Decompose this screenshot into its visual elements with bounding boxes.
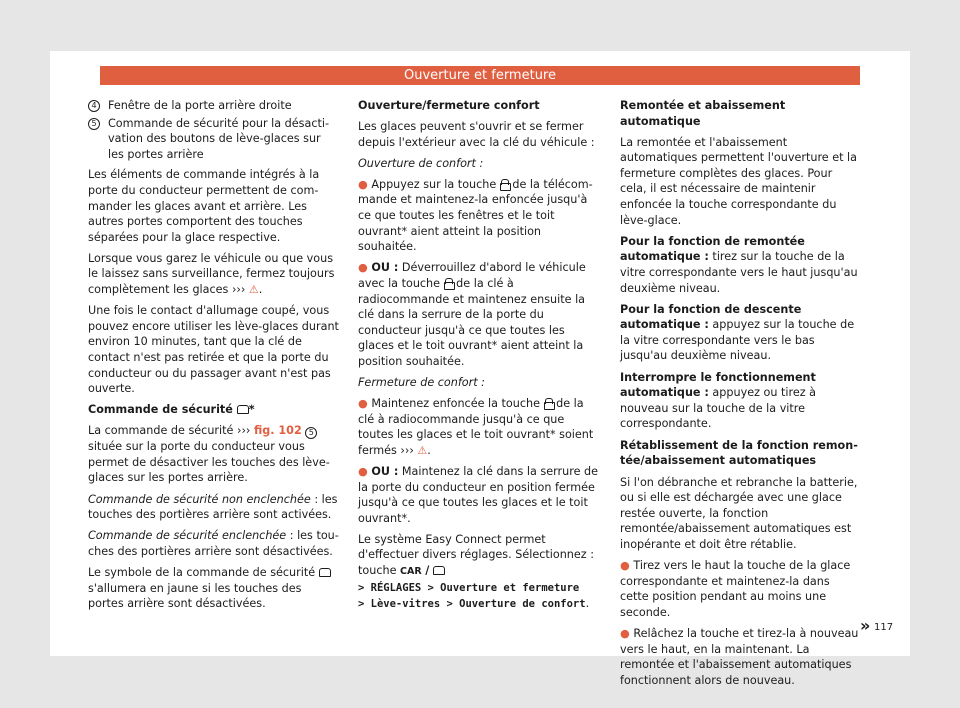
bullet-item: ● Appuyez sur la touche de la télécommande et maintenez-la enfoncée jusqu'à ce que toutes les fenêtres et le toit ouvrant* aient atteint la position souhaitée.: [358, 177, 593, 254]
legend-text: Commande de sécurité pour la désactivation des boutons de lève-glaces sur les portes arrière: [108, 116, 330, 161]
bullet-icon: ●: [620, 626, 630, 640]
paragraph: La commande de sécurité ››› fig. 102 5 située sur la porte du conducteur vous permet de désactiver les touches des lève-glaces sur les portes arrière.: [88, 424, 330, 485]
unlock-icon: [500, 179, 509, 189]
bullet-item: ● Relâchez la touche et tirez-la à nouveau vers le haut, en la maintenant. La remontée et l'abaissement automatiques fonctionnent alors de nouveau.: [620, 626, 859, 687]
subheading-open: Ouverture de confort :: [358, 156, 484, 170]
heading-comfort: Ouverture/fermeture confort: [358, 99, 540, 112]
heading-auto: Remontée et abaissement automatique: [620, 99, 786, 128]
legend-text: Fenêtre de la porte arrière droite: [108, 99, 292, 112]
figure-link[interactable]: fig. 102: [253, 424, 302, 438]
reference-link[interactable]: ›››: [400, 443, 414, 457]
child-lock-icon: [237, 405, 249, 414]
reference-link[interactable]: ›››: [231, 283, 246, 297]
paragraph: Commande de sécurité enclenchée : les touches des portières arrière sont désactivées.: [88, 529, 339, 558]
warning-icon: ⚠: [248, 283, 259, 297]
bullet-icon: ●: [620, 559, 630, 573]
continue-marker: »: [860, 616, 871, 635]
paragraph: Interrompre le fonctionnement automatique : appuyez ou tirez à nouveau sur la touche de la vitre correspondante.: [620, 370, 817, 431]
car-icon: [433, 566, 445, 575]
column-middle: [358, 98, 602, 618]
child-lock-icon: [319, 568, 331, 577]
callout-number: 5: [88, 118, 100, 130]
bullet-item: ● Tirez vers le haut la touche de la glace correspondante et maintenez-la dans cette position pendant au moins une seconde.: [620, 559, 851, 619]
bullet-item: ● Maintenez enfoncée la touche de la clé à radiocommande jusqu'à ce que toutes les glaces et le toit ouvrant* soient fermés ››› ⚠.: [358, 397, 594, 457]
paragraph: Le symbole de la commande de sécurité s'allumera en jaune si les touches des portes arrière sont désactivées.: [88, 565, 340, 612]
paragraph: Si l'on débranche et rebranche la batterie, ou si elle est déchargée avec une glace restée ouverte, la fonction remontée/abaissement automatiques est inopérante et doit être rétablie.: [620, 475, 858, 551]
subheading-close: Fermeture de confort :: [358, 376, 485, 389]
paragraph: Pour la fonction de descente automatique : appuyez sur la touche de la vitre correspondante vers le bas jusqu'au deuxième niveau.: [620, 302, 855, 363]
bullet-icon: ●: [358, 177, 368, 191]
callout-number: 5: [305, 427, 317, 439]
warning-icon: ⚠: [417, 443, 428, 457]
section-header: Ouverture et fermeture: [100, 66, 860, 85]
bullet-icon: ●: [358, 261, 368, 275]
legend-entry-5: [88, 116, 340, 163]
menu-path: > RÉGLAGES > Ouverture et fermeture: [358, 581, 580, 594]
column-left: [88, 98, 340, 617]
paragraph: Commande de sécurité non enclenchée : les touches des portières arrière sont activées.: [88, 492, 338, 522]
paragraph: La remontée et l'abaissement automatiques permettent l'ouverture et la fermeture complètes des glaces. Pour cela, il est nécessaire de maintenir enfoncée la touche correspondante du lève-glace.: [620, 135, 858, 227]
paragraph: Une fois le contact d'allumage coupé, vous pouvez encore utiliser les lève-glaces durant environ 10 minutes, tant que la clé de contact n'est pas retirée et que la porte du conducteur ou du passager avant n'est pas ouverte.: [88, 304, 339, 396]
heading-security: Commande de sécurité *: [88, 403, 255, 417]
bullet-item: ● OU : Maintenez la clé dans la serrure de la porte du conducteur en position fermée jusqu'à ce que toutes les glaces et le toit ouvrant*.: [358, 464, 598, 525]
car-button-label: CAR: [400, 566, 422, 578]
paragraph: Pour la fonction de remontée automatique : tirez sur la touche de la vitre correspondante vers le haut jusqu'au deuxième niveau.: [620, 234, 858, 295]
page-number: 117: [874, 622, 894, 633]
paragraph: Les éléments de commande intégrés à la porte du conducteur permettent de commander les glaces avant et arrière. Les autres portes comportent des touches séparées pour la glace respective.: [88, 168, 320, 244]
bullet-item: ● OU : Déverrouillez d'abord le véhicule avec la touche de la clé à radiocommande et maintenez ensuite la clé dans la serrure de la porte du conducteur jusqu'à ce que toutes les glaces et le toit ouvrant* aient atteint la position souhaitée.: [358, 261, 586, 368]
bullet-icon: ●: [358, 464, 368, 478]
column-right: [620, 98, 860, 694]
paragraph: Les glaces peuvent s'ouvrir et se fermer depuis l'extérieur avec la clé du véhicule :: [358, 120, 595, 149]
paragraph: Le système Easy Connect permet d'effectuer divers réglages. Sélectionnez : touche CAR / > RÉGLAGES > Ouverture et fermeture > Lève-vitres > Ouverture de confort.: [358, 532, 594, 611]
legend-entry-4: [88, 98, 340, 114]
unlock-icon: [444, 278, 453, 288]
callout-number: 4: [88, 100, 100, 112]
lock-icon: [544, 398, 553, 408]
paragraph: Lorsque vous garez le véhicule ou que vous le laissez sans surveillance, fermez toujours complètement les glaces ››› ⚠.: [88, 251, 335, 297]
bullet-icon: ●: [358, 397, 368, 411]
reference-link[interactable]: ›››: [236, 424, 251, 438]
menu-path: > Lève-vitres > Ouverture de confort: [358, 598, 586, 611]
heading-restore: Rétablissement de la fonction remontée/abaissement automatiques: [620, 438, 858, 468]
